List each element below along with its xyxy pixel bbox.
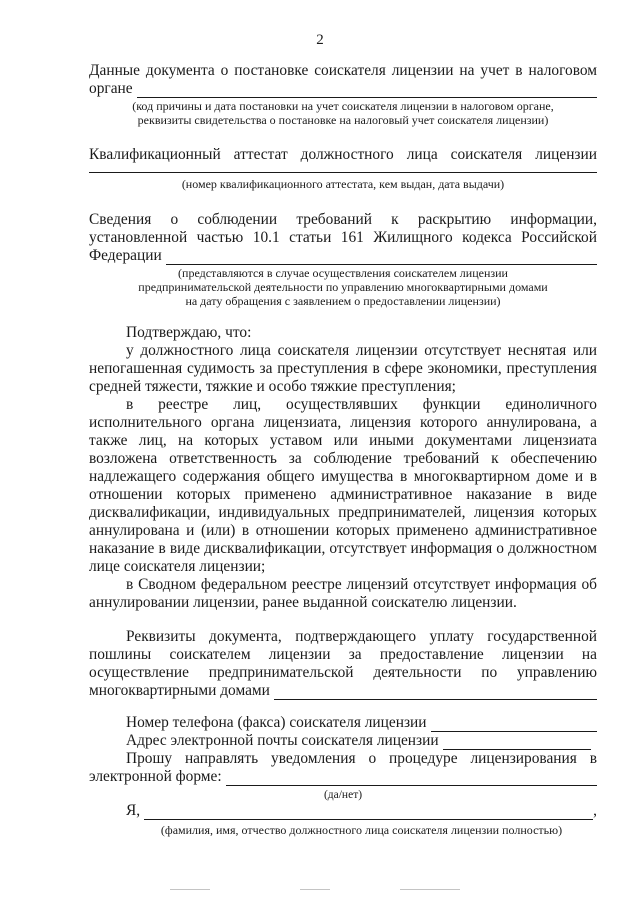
phone-field[interactable] bbox=[431, 717, 597, 732]
scan-artifact bbox=[400, 889, 460, 890]
confirm-p1-l2: непогашенная судимость за преступления в сфере экономики, преступления bbox=[89, 360, 597, 377]
confirm-p2-l6: отношении которых применено административное наказание в виде bbox=[89, 486, 597, 503]
notify-l2 bbox=[89, 768, 597, 786]
confirm-p2-l3: также лиц, на которых уставом или иными документами лицензиата bbox=[89, 432, 597, 449]
confirm-p1-l3: средней тяжести, тяжкие и особо тяжкие преступления; bbox=[89, 378, 456, 395]
fee-l3: осуществление предпринимательской деятельности по управлению bbox=[89, 664, 597, 681]
name-prefix: Я, bbox=[126, 802, 141, 819]
name-field[interactable] bbox=[144, 805, 593, 820]
email-line bbox=[126, 732, 591, 750]
qualification-line1: Квалификационный аттестат должностного лица соискателя лицензии bbox=[89, 146, 597, 163]
fee-l1: Реквизиты документа, подтверждающего уплату государственной bbox=[126, 628, 597, 645]
disclosure-label: Федерации bbox=[89, 247, 162, 264]
tax-registration-label: органе bbox=[89, 80, 133, 97]
disclosure-line2: установленной частью 10.1 статьи 161 Жилищного кодекса Российской bbox=[89, 229, 597, 246]
notify-l1: Прошу направлять уведомления о процедуре лицензирования в bbox=[126, 750, 597, 767]
confirm-p2-l8: аннулирована и (или) в отношении которых применено административное bbox=[89, 522, 597, 539]
tax-registration-field[interactable] bbox=[137, 83, 597, 98]
qualification-field[interactable] bbox=[89, 171, 597, 173]
confirm-p3-l2: аннулировании лицензии, ранее выданной соискателю лицензии. bbox=[89, 594, 517, 611]
phone-label: Номер телефона (факса) соискателя лицензии bbox=[126, 714, 427, 731]
scan-artifact bbox=[170, 889, 210, 890]
notify-field[interactable] bbox=[226, 771, 597, 786]
confirm-heading: Подтверждаю, что: bbox=[126, 324, 252, 341]
disclosure-line3 bbox=[89, 247, 597, 265]
tax-registration-line1: Данные документа о постановке соискателя лицензии на учет в налоговом bbox=[89, 62, 597, 79]
confirm-p2-l9: наказание в виде дисквалификации, отсутствует информация о должностном bbox=[89, 540, 597, 557]
tax-caption-1: (код причины и дата постановки на учет соискателя лицензии в налоговом органе, bbox=[132, 99, 554, 113]
disclosure-line1: Сведения о соблюдении требований к раскрытию информации, bbox=[89, 211, 597, 228]
yes-no-caption: (да/нет) bbox=[323, 789, 363, 801]
confirm-p2-l2: исполнительного органа лицензиата, лицензия которого аннулирована, а bbox=[89, 414, 597, 431]
disclosure-caption-3: на дату обращения с заявлением о предоставлении лицензии) bbox=[185, 294, 501, 308]
tax-registration-line2 bbox=[89, 80, 597, 98]
name-comma: , bbox=[593, 802, 597, 819]
email-field[interactable] bbox=[443, 735, 591, 750]
fee-l2: пошлины соискателем лицензии за предоставление лицензии на bbox=[89, 646, 597, 663]
confirm-p2-l7: дисквалификации, индивидуальных предпринимателей, лицензия которых bbox=[89, 504, 597, 521]
confirm-p3-l1: в Сводном федеральном реестре лицензий отсутствует информация об bbox=[126, 576, 597, 593]
name-line bbox=[126, 802, 597, 820]
disclosure-field[interactable] bbox=[166, 250, 597, 265]
scan-artifact bbox=[300, 889, 330, 890]
fee-l4 bbox=[89, 682, 597, 700]
confirm-p2-l4: возложена ответственность за соблюдение требований к обеспечению bbox=[89, 450, 597, 467]
name-caption: (фамилия, имя, отчество должностного лица соискателя лицензии полностью) bbox=[160, 823, 563, 837]
confirm-p1-l1: у должностного лица соискателя лицензии отсутствует неснятая или bbox=[126, 342, 597, 359]
email-label: Адрес электронной почты соискателя лицензии bbox=[126, 732, 439, 749]
confirm-p2-l1: в реестре лиц, осуществлявших функции единоличного bbox=[126, 396, 597, 413]
tax-caption-2: реквизиты свидетельства о постановке на налоговый учет соискателя лицензии) bbox=[137, 113, 549, 127]
disclosure-caption-2: предпринимательской деятельности по управлению многоквартирными домами bbox=[138, 280, 548, 294]
fee-field[interactable] bbox=[274, 685, 597, 700]
qualification-caption: (номер квалификационного аттестата, кем выдан, дата выдачи) bbox=[181, 177, 505, 191]
disclosure-caption-1: (представляются в случае осуществления соискателем лицензии bbox=[178, 266, 508, 280]
fee-label: многоквартирными домами bbox=[89, 682, 270, 699]
confirm-p2-l5: надлежащего содержания общего имущества в многоквартирном доме и в bbox=[89, 468, 597, 485]
page-number: 2 bbox=[316, 32, 324, 48]
notify-label: электронной форме: bbox=[89, 768, 222, 785]
confirm-p2-l10: лице соискателя лицензии; bbox=[89, 558, 266, 575]
phone-line bbox=[126, 714, 597, 732]
